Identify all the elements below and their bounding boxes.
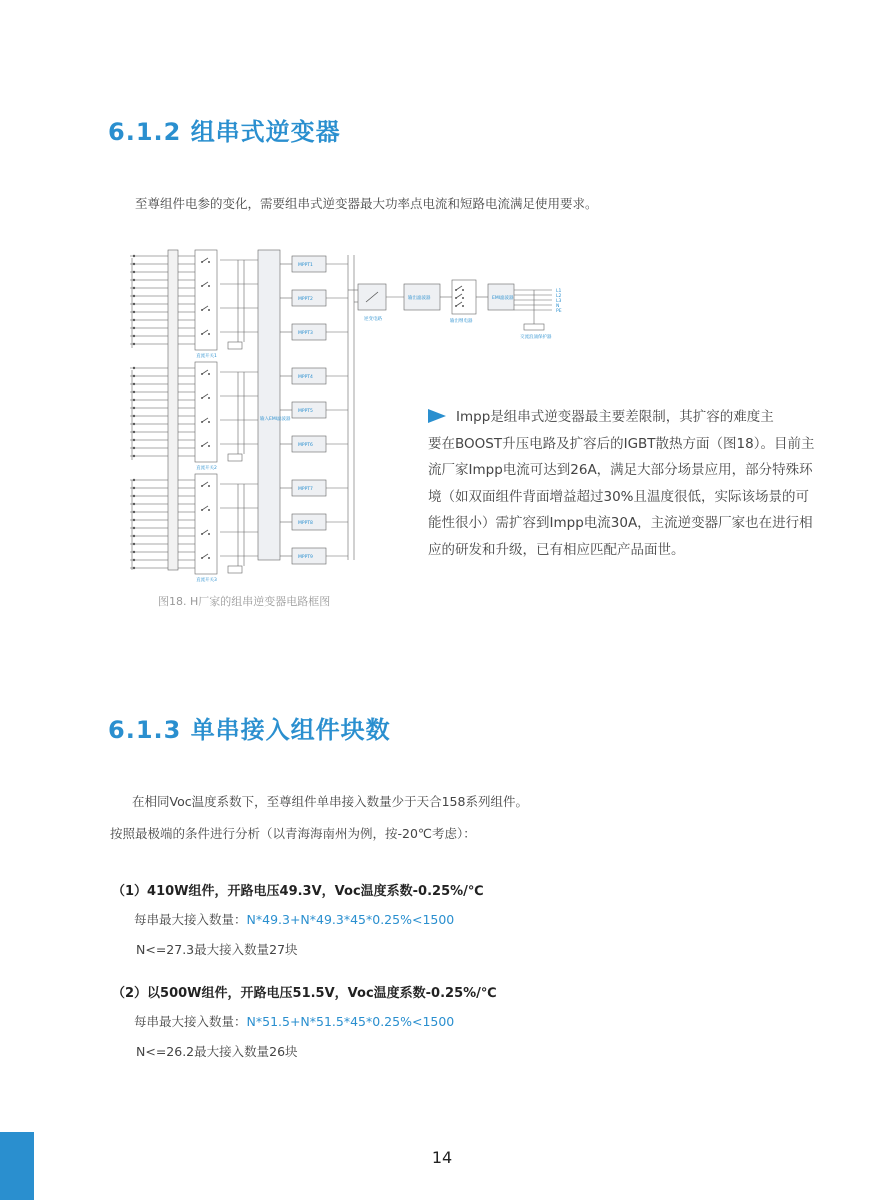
mppt-label: MPPT2 [298, 297, 313, 302]
figure-caption: 图18. H厂家的组串逆变器电路框图 [158, 595, 331, 608]
paragraph-2: 在相同Voc温度系数下，至尊组件单串接入数量少于天合158系列组件。 [132, 794, 528, 809]
output-l2: L2 [556, 294, 562, 299]
mppt-label: MPPT7 [298, 487, 313, 492]
output-l3: L3 [556, 299, 562, 304]
dc-switch-3-label: 直流开关3 [196, 578, 217, 583]
mppt-label: MPPT5 [298, 409, 313, 414]
case-1-formula: 每串最大接入数量：N*49.3+N*49.3*45*0.25%<1500 [134, 912, 455, 927]
mppt-label: MPPT4 [298, 375, 313, 380]
input-emi-label: 输入EMI滤波器 [260, 417, 291, 422]
mppt-label: MPPT8 [298, 521, 313, 526]
case-1-result: N<=27.3最大接入数量27块 [136, 942, 298, 957]
dc-switch-2-label: 直流开关2 [196, 466, 217, 471]
inverter-label: 逆变电路 [364, 317, 382, 322]
mppt-label: MPPT6 [298, 443, 313, 448]
mppt-label: MPPT9 [298, 555, 313, 560]
intro-paragraph: 至尊组件电参的变化，需要组串式逆变器最大功率点电流和短路电流满足使用要求。 [135, 196, 598, 211]
arrow-icon [428, 409, 446, 423]
case-1-title: （1）410W组件，开路电压49.3V，Voc温度系数-0.25%/℃ [112, 884, 484, 899]
section-heading-612: 6.1.2 组串式逆变器 [108, 118, 341, 146]
dc-switch-1-label: 直流开关1 [196, 354, 217, 359]
output-l1: L1 [556, 289, 562, 294]
side-paragraph: Impp是组串式逆变器最主要差限制，其扩容的难度主 要在BOOST升压电路及扩容后的IGBT散热方面（图18）。目前主 流厂家Impp电流可达到26A，满足大部分场景应用，部分特殊环 境（如双面组件背面增益超过30%且温度很低，实际该场景的可 能性很小）需扩容到Impp电流30A，主流逆变器厂家也在进行相 应的研发和升级，已有相应匹配产品面世。 [428, 409, 815, 558]
page-number: 14 [431, 1148, 453, 1167]
surge-label: 交流浪涌保护器 [520, 335, 552, 340]
section-heading-613: 6.1.3 单串接入组件块数 [108, 716, 391, 744]
mppt-label: MPPT1 [298, 263, 313, 268]
mppt-label: MPPT3 [298, 331, 313, 336]
case-2-title: （2）以500W组件，开路电压51.5V，Voc温度系数-0.25%/℃ [112, 986, 497, 1001]
case-2-formula: 每串最大接入数量：N*51.5+N*51.5*45*0.25%<1500 [134, 1014, 455, 1029]
case-2-result: N<=26.2最大接入数量26块 [136, 1044, 298, 1059]
output-emi-label: EMI滤波器 [492, 296, 514, 301]
paragraph-3: 按照最极端的条件进行分析（以青海海南州为例，按-20℃考虑）： [110, 826, 476, 841]
output-n: N [556, 304, 560, 309]
relay-label: 输出继电器 [450, 319, 473, 324]
output-pe: PE [556, 309, 562, 314]
filter-label: 输出滤波器 [408, 296, 431, 301]
